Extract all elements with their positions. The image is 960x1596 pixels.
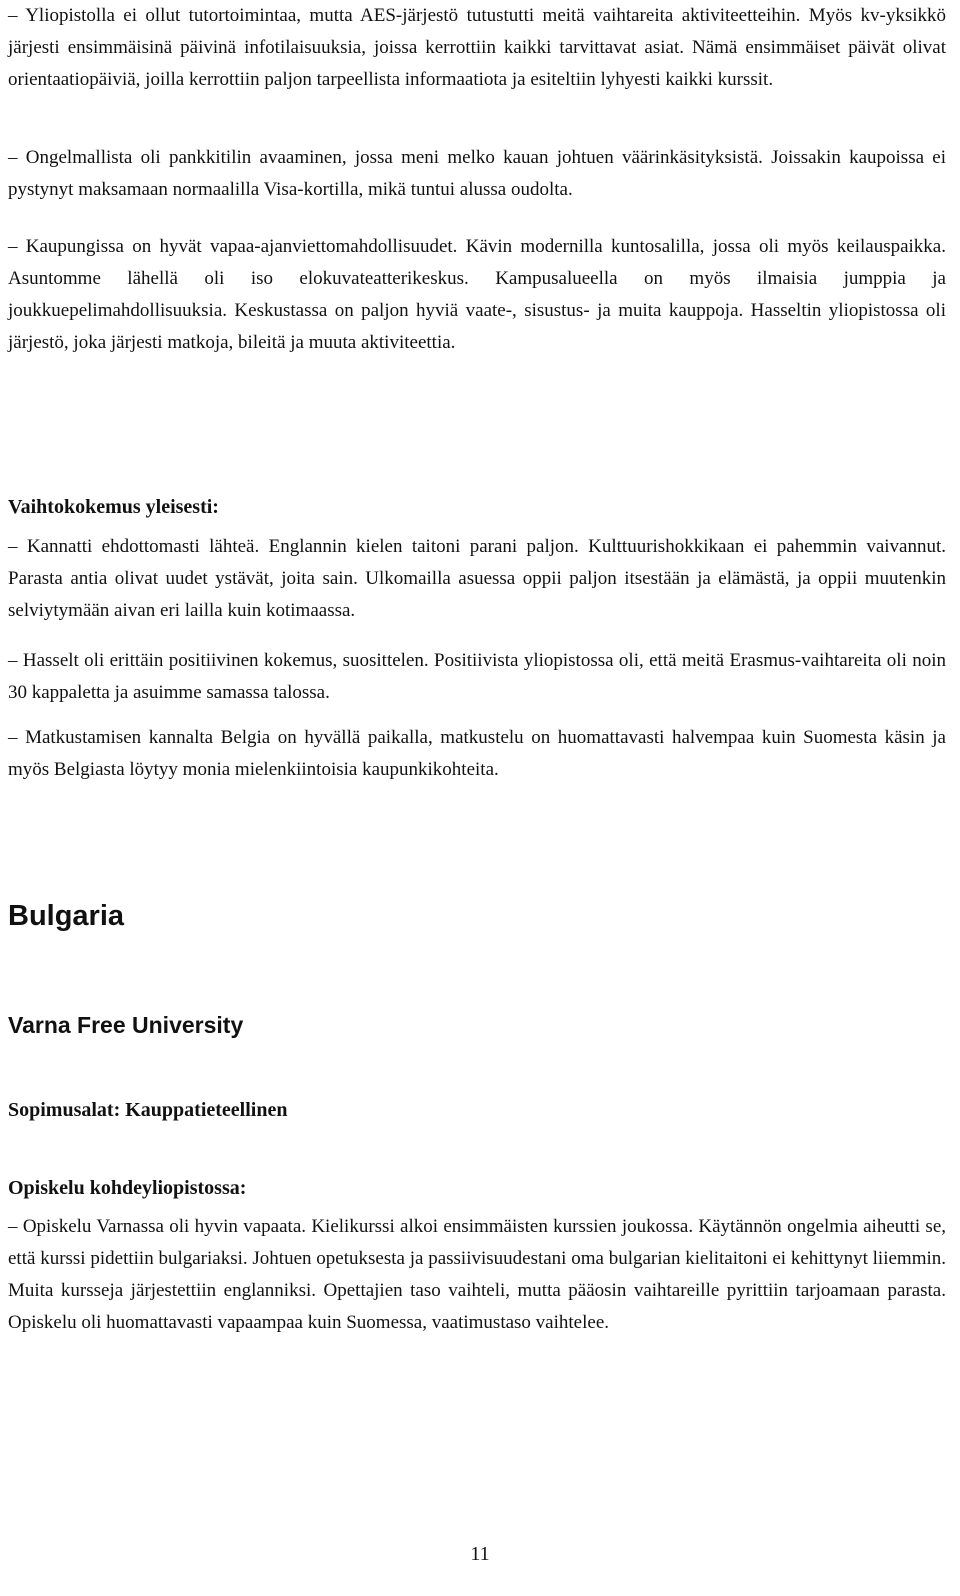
exchange-heading: Vaihtokokemus yleisesti: <box>8 496 219 518</box>
page-number: 11 <box>470 1543 490 1565</box>
city-paragraph: – Kaupungissa on hyvät vapaa-ajanviettomahdollisuudet. Kävin modernilla kuntosalilla, jossa oli myös keilauspaikka. Asuntomme lähellä oli iso elokuvateatterikeskus. Kampusalueella on myös ilmaisia jumppia ja joukkuepelimahdollisuuksia. Keskustassa on paljon hyviä vaate-, sisustus- ja muita kauppoja. Hasseltin yliopistossa oli järjestö, joka järjesti matkoja, bileitä ja muuta aktiviteettia. <box>8 236 946 353</box>
intro-paragraph: – Yliopistolla ei ollut tutortoimintaa, mutta AES-järjestö tutustutti meitä vaihtareita aktiviteetteihin. Myös kv-yksikkö järjesti ensimmäisinä päivinä infotilaisuuksia, joissa kerrottiin kaikki tarvittavat asiat. Nämä ensimmäiset päivät olivat orientaatiopäiviä, joilla kerrottiin paljon tarpeellista informaatiota ja esiteltiin lyhyesti kaikki kurssit. <box>8 5 946 90</box>
studies-heading: Opiskelu kohdeyliopistossa: <box>8 1177 247 1199</box>
university-heading: Varna Free University <box>8 1012 244 1038</box>
exchange-paragraph-3: – Matkustamisen kannalta Belgia on hyvällä paikalla, matkustelu on huomattavasti halvempaa kuin Suomesta käsin ja myös Belgiasta löytyy monia mielenkiintoisia kaupunkikohteita. <box>8 727 946 780</box>
bank-paragraph: – Ongelmallista oli pankkitilin avaaminen, jossa meni melko kauan johtuen väärinkäsityksistä. Joissakin kaupoissa ei pystynyt maksamaan normaalilla Visa-kortilla, mikä tuntui alussa oudolta. <box>8 147 946 200</box>
country-heading: Bulgaria <box>8 900 125 932</box>
exchange-paragraph-2: – Hasselt oli erittäin positiivinen kokemus, suosittelen. Positiivista yliopistossa oli, että meitä Erasmus-vaihtareita oli noin 30 kappaletta ja asuimme samassa talossa. <box>8 650 946 703</box>
studies-paragraph: – Opiskelu Varnassa oli hyvin vapaata. Kielikurssi alkoi ensimmäisten kurssien joukossa. Käytännön ongelmia aiheutti se, että kurssi pidettiin bulgariaksi. Johtuen opetuksesta ja passiivisuudestani oma bulgarian kielitaitoni ei kehittynyt liiemmin. Muita kursseja järjestettiin englanniksi. Opettajien taso vaihteli, mutta pääosin vaihtareille pyrittiin tarjoamaan parasta. Opiskelu oli huomattavasti vapaampaa kuin Suomessa, vaatimustaso vaihtelee. <box>8 1216 946 1333</box>
exchange-paragraph-1: – Kannatti ehdottomasti lähteä. Englannin kielen taitoni parani paljon. Kulttuurishokkikaan ei pahemmin vaivannut. Parasta antia olivat uudet ystävät, joita sain. Ulkomailla asuessa oppii paljon itsestään ja elämästä, ja oppii muutenkin selviytymään aivan eri lailla kuin kotimaassa. <box>8 536 946 621</box>
agreement-heading: Sopimusalat: Kauppatieteellinen <box>8 1099 288 1121</box>
